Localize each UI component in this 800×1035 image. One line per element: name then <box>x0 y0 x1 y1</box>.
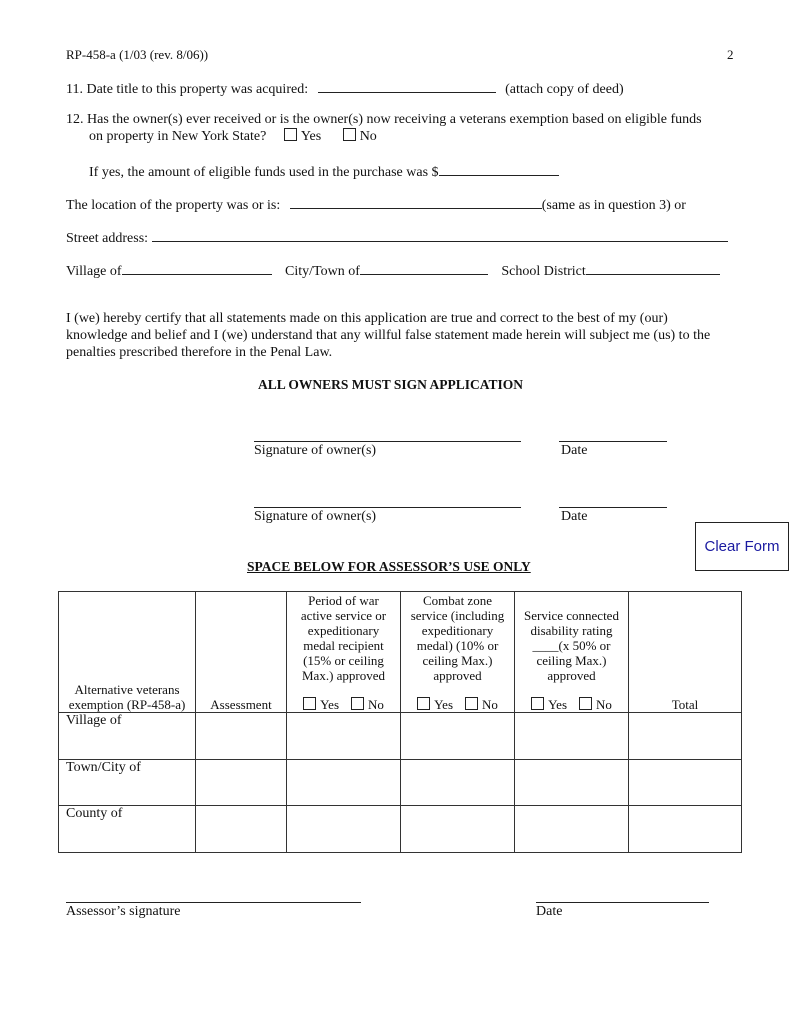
city-label: City/Town of <box>285 264 360 279</box>
header-alt-exemption: Alternative veterans exemption (RP-458-a) <box>59 592 196 713</box>
table-cell[interactable] <box>515 713 629 760</box>
header-total: Total <box>629 592 742 713</box>
village-line <box>66 261 720 280</box>
q12-yes-checkbox[interactable] <box>284 128 297 141</box>
funds-amount-field[interactable] <box>439 162 559 176</box>
header-assessment: Assessment <box>196 592 287 713</box>
city-field[interactable] <box>360 261 488 275</box>
q12-line1: 12. Has the owner(s) ever received or is the owner(s) now receiving a veterans exemption based on eligible funds <box>66 112 702 127</box>
q11-label: 11. Date title to this property was acquired: <box>66 82 309 97</box>
village-field[interactable] <box>122 261 272 275</box>
assessor-signature-label: Assessor’s signature <box>66 904 181 919</box>
table-header-row <box>59 592 742 713</box>
table-cell[interactable] <box>629 806 742 853</box>
assessor-date-field[interactable] <box>536 902 709 903</box>
header-combat-zone: Combat zone service (including expeditionary medal) (10% or ceiling Max.) approved Yes No <box>401 592 515 713</box>
combat-no-checkbox[interactable] <box>465 697 478 710</box>
combat-yes-checkbox[interactable] <box>417 697 430 710</box>
village-label: Village of <box>66 264 122 279</box>
signature-2-label: Signature of owner(s) <box>254 509 377 524</box>
period-no-checkbox[interactable] <box>351 697 364 710</box>
school-district-field[interactable] <box>586 261 720 275</box>
certification-line2: knowledge and belief and I (we) understand that any willful false statement made herein will subject me (us) to the <box>66 328 711 343</box>
table-cell[interactable] <box>287 760 401 806</box>
location-field[interactable] <box>290 195 542 209</box>
table-cell[interactable] <box>401 713 515 760</box>
table-cell[interactable] <box>196 713 287 760</box>
certification-line1: I (we) hereby certify that all statements made on this application are true and correct to the best of my (our) <box>66 311 668 326</box>
location-suffix: (same as in question 3) or <box>541 198 686 213</box>
funds-line <box>89 162 559 181</box>
no-label: No <box>359 129 377 144</box>
signature-2-field[interactable] <box>254 507 521 508</box>
funds-label: If yes, the amount of eligible funds used in the purchase was $ <box>89 165 439 180</box>
table-cell[interactable] <box>401 760 515 806</box>
page-number: 2 <box>727 47 734 62</box>
header-period-of-war: Period of war active service or expeditionary medal recipient (15% or ceiling Max.) approved Yes No <box>287 592 401 713</box>
table-cell[interactable] <box>196 806 287 853</box>
assessor-date-label: Date <box>536 904 563 919</box>
row-label: Village of <box>59 713 196 760</box>
street-label: Street address: <box>66 231 149 246</box>
q12-line2 <box>89 128 377 145</box>
location-label: The location of the property was or is: <box>66 198 281 213</box>
disability-yes-checkbox[interactable] <box>531 697 544 710</box>
street-address-field[interactable] <box>152 228 728 242</box>
question-11 <box>66 79 624 98</box>
q11-suffix: (attach copy of deed) <box>505 82 624 97</box>
table-cell[interactable] <box>287 713 401 760</box>
location-line <box>66 195 686 214</box>
row-label: Town/City of <box>59 760 196 806</box>
sign-heading: ALL OWNERS MUST SIGN APPLICATION <box>258 377 524 392</box>
assessor-signature-field[interactable] <box>66 902 361 903</box>
date-2-field[interactable] <box>559 507 667 508</box>
table-row <box>59 806 742 853</box>
date-1-label: Date <box>561 443 588 458</box>
table-row <box>59 713 742 760</box>
date-1-field[interactable] <box>559 441 667 442</box>
table-cell[interactable] <box>629 760 742 806</box>
period-yes-checkbox[interactable] <box>303 697 316 710</box>
disability-no-checkbox[interactable] <box>579 697 592 710</box>
date-acquired-field[interactable] <box>318 79 496 93</box>
table-cell[interactable] <box>515 806 629 853</box>
certification-line3: penalties prescribed therefore in the Penal Law. <box>66 345 333 360</box>
header-disability: Service connected disability rating ____(x 50% or ceiling Max.) approved Yes No <box>515 592 629 713</box>
yes-label: Yes <box>300 129 322 144</box>
assessor-table <box>58 591 742 853</box>
date-2-label: Date <box>561 509 588 524</box>
assessor-heading: SPACE BELOW FOR ASSESSOR’S USE ONLY <box>247 559 531 574</box>
school-label: School District <box>501 264 586 279</box>
form-id: RP-458-a (1/03 (rev. 8/06)) <box>66 47 209 62</box>
signature-1-label: Signature of owner(s) <box>254 443 377 458</box>
signature-1-field[interactable] <box>254 441 521 442</box>
q12-no-checkbox[interactable] <box>343 128 356 141</box>
clear-form-button[interactable]: Clear Form <box>695 522 789 571</box>
row-label: County of <box>59 806 196 853</box>
table-cell[interactable] <box>401 806 515 853</box>
street-line <box>66 228 728 247</box>
table-cell[interactable] <box>629 713 742 760</box>
q12-question: on property in New York State? <box>89 129 267 144</box>
table-cell[interactable] <box>287 806 401 853</box>
table-row <box>59 760 742 806</box>
table-cell[interactable] <box>515 760 629 806</box>
table-cell[interactable] <box>196 760 287 806</box>
